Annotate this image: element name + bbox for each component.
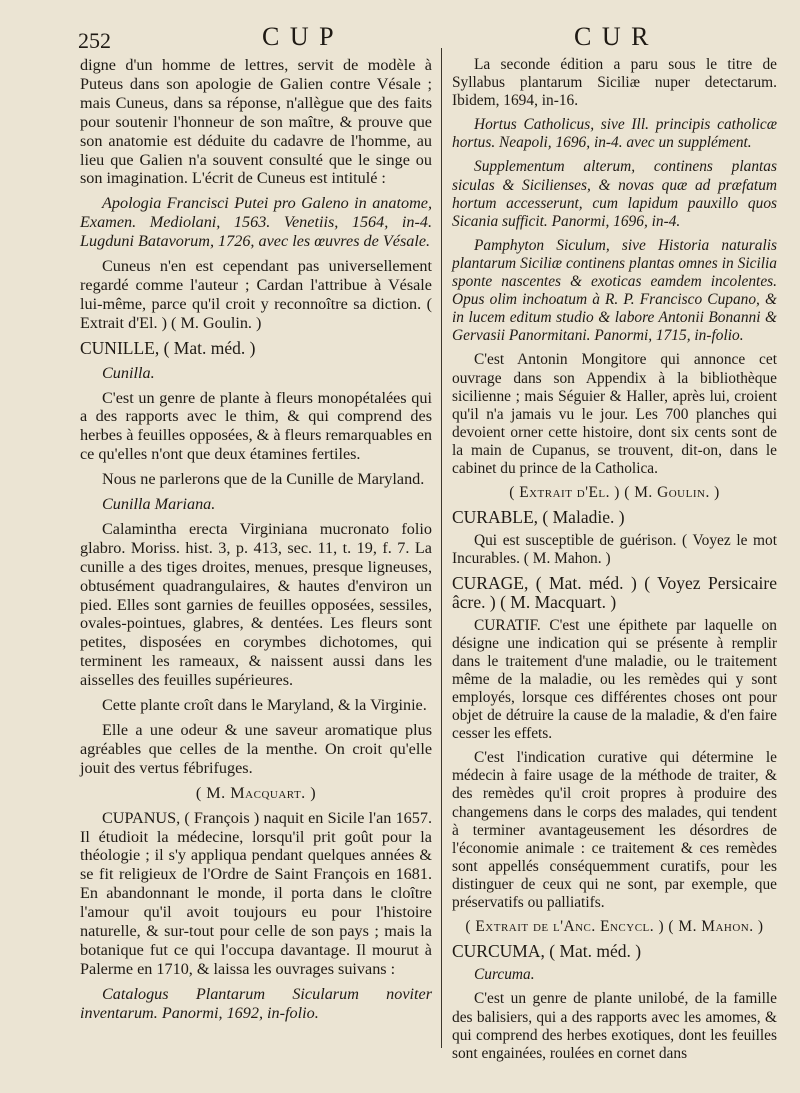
left-column (80, 56, 432, 1029)
latin-name: Curcuma. (474, 966, 535, 984)
paragraph: Qui est susceptible de guérison. ( Voyez le mot Incurables. ( M. Mahon. ) (452, 532, 777, 568)
running-head-right: C U R (574, 22, 651, 51)
paragraph: C'est un genre de plante à fleurs monopétalées qui a des rapports avec le thim, & qui comprend des herbes à feuilles opposées, & à fleurs remarquables en ce qu'elles n'ont que deux étamines fertiles. (80, 388, 432, 464)
page-number: 252 (78, 28, 111, 53)
paragraph: La seconde édition a paru sous le titre de Syllabus plantarum Siciliæ nuper detectarum. Ibidem, 1694, in-16. (452, 56, 777, 110)
paragraph: C'est Antonin Mongitore qui annonce cet ouvrage dans son Appendix à la bibliothèque sicilienne ; mais Séguier & Haller, après lui, croient qu'il n'a jamais vu le jour. Les 700 planches qui devoient orner cette histoire, dont six cents sont de la main de Cupanus, se trouvent, dit-on, dans le cabinet du prince de la Catholica. (452, 351, 777, 477)
running-head-left: C U P (262, 22, 336, 51)
entry-heading: CURCUMA, ( Mat. méd. ) (452, 941, 642, 962)
citation: Apologia Francisci Putei pro Galeno in anatome, Examen. Mediolani, 1563. Venetiis, 1564, in-4. Lugduni Batavorum, 1726, avec les œuvres de Vésale. (80, 194, 432, 251)
citation: Supplementum alterum, continens plantas siculas & Sicilienses, & novas quæ ad præfatum hortum accesserunt, cum lapidum pauxillo quos Sicania sufficit. Panormi, 1696, in-4. (452, 158, 777, 230)
paragraph: Cuneus n'en est cependant pas universellement regardé comme l'auteur ; Cardan l'attribue à Vésale lui-même, parce qu'il croit y reconnoître sa diction. ( Extrait d'El. ) ( M. Goulin. ) (80, 257, 432, 332)
citation: Catalogus Plantarum Sicularum noviter inventarum. Panormi, 1692, in-folio. (80, 984, 432, 1022)
paragraph: Elle a une odeur & une saveur aromatique plus agréables que celles de la menthe. On croit qu'elle jouit des vertus fébrifuges. (80, 721, 432, 777)
entry-heading: CURABLE, ( Maladie. ) (452, 507, 625, 528)
paragraph: Cette plante croît dans le Maryland, & la Virginie. (102, 696, 427, 715)
signature: ( Extrait de l'Anc. Encycl. ) ( M. Mahon. ) (465, 918, 764, 936)
column-rule (441, 48, 442, 1048)
latin-name: Cunilla Mariana. (102, 495, 216, 514)
citation: Pamphyton Siculum, sive Historia naturalis plantarum Siciliæ continens plantas omnes in Sicilia sponte nascentes & exoticas eamdem incolentes. Opus olim inchoatum à R. P. Francisco Cupano, & in lucem editum studio & labore Antonii Bonanni & Gervasii Panormitani. Panormi, 1715, in-folio. (452, 236, 777, 345)
citation: Hortus Catholicus, sive Ill. principis catholicæ hortus. Neapoli, 1696, in-4. avec un supplément. (452, 116, 777, 152)
paragraph: digne d'un homme de lettres, servit de modèle à Puteus dans son apologie de Galien contre Vésale ; mais Cuneus, dans sa réponse, n'allègue que des faits pour soutenir l'honneur de son maître, & prouve que son anatomie est déduite du cadavre de l'homme, au lieu que Galien n'a souvent consulté que le singe ou son imagination. L'écrit de Cuneus est intitulé : (80, 56, 432, 188)
entry-heading: CURAGE, ( Mat. méd. ) ( Voyez Persicaire âcre. ) ( M. Macquart. ) (452, 573, 777, 612)
paragraph: CURATIF. C'est une épithete par laquelle on désigne une indication qui se présente à remplir dans le traitement d'une maladie, ou le traitement même de la maladie, ou les remèdes qui y sont employés, lorsque ces différentes choses ont pour objet de détruire la cause de la maladie, & d'en faire cesser les effets. (452, 616, 777, 743)
signature: ( M. Macquart. ) (195, 783, 317, 802)
paragraph: CUPANUS, ( François ) naquit en Sicile l'an 1657. Il étudioit la médecine, lorsqu'il prit goût pour la théologie ; il s'y appliqua pendant quelques années & se fit religieux de l'Ordre de Saint François en 1681. En abandonnant le monde, il porta dans le cloître l'amour qu'il avoit toujours eu pour l'histoire naturelle, & sur-tout pour celle de son pays ; mais la botanique fut ce qui l'occupa davantage. Il mourut à Palerme en 1710, & laissa les ouvrages suivans : (80, 808, 432, 978)
right-column (452, 56, 777, 1069)
entry-heading: CUNILLE, ( Mat. méd. ) (80, 337, 256, 358)
paragraph: C'est l'indication curative qui détermine le médecin à faire usage de la méthode de traiter, & des remèdes qu'il croit propres à produire des changemens dans le corps des malades, qui tendent à terminer avantageusement les désordres de l'économie animale : ce traitement & ces remèdes sont appellés conséquemment curatifs, pour les distinguer de ceux qui ne sont, par exemple, que préservatifs ou palliatifs. (452, 749, 777, 912)
signature: ( Extrait d'El. ) ( M. Goulin. ) (509, 484, 720, 502)
paragraph: Nous ne parlerons que de la Cunille de Maryland. (102, 470, 425, 489)
paragraph: C'est un genre de plante unilobé, de la famille des balisiers, qui a des rapports avec les amomes, & qui comprend des herbes exotiques, dont les feuilles sont engainées, roulées en cornet dans (452, 990, 777, 1062)
paragraph: Calamintha erecta Virginiana mucronato folio glabro. Moriss. hist. 3, p. 413, sec. 11, t. 19, f. 7. La cunille a des tiges droites, menues, presque ligneuses, obtusément quadrangulaires, & hautes d'environ un pied. Elles sont garnies de feuilles opposées, sessiles, ovales-pointues, glabres, & dentées. Les fleurs sont petites, disposées en corymbes dichotomes, qui terminent les rameaux, & naissent aussi dans les aisselles des feuilles supérieures. (80, 519, 432, 690)
latin-name: Cunilla. (102, 363, 155, 382)
